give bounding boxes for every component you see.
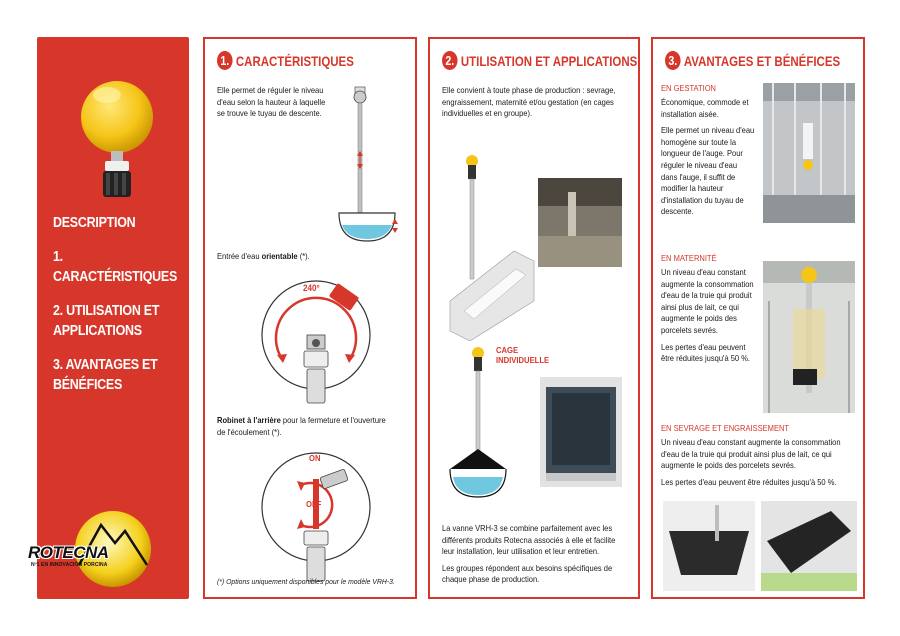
photo-sevrage-2	[761, 501, 857, 591]
panel1-text1: Elle permet de réguler le niveau d'eau selon la hauteur à laquelle se trouve le tuyau de descente.	[217, 85, 326, 119]
panel1-text2	[217, 251, 388, 263]
panel2-para1: La vanne VRH-3 se combine parfaitement avec les différents produits Rotecna associés à elle et facilite leur installation, leur utilisation et leur entretien.	[442, 523, 616, 557]
panel2-title	[442, 51, 637, 70]
sevrage-p2: Les pertes d'eau peuvent être réduites jusqu'à 50 %.	[661, 476, 837, 487]
gestation-p2: Elle permet un niveau d'eau homogène sur toute la longueur de l'auge. Pour réguler le niveau d'eau dans l'auge, il suffit de modifier la hauteur d'installation du tuyau de descente.	[661, 125, 755, 217]
off-label: OFF	[306, 499, 322, 509]
maternite-heading: EN MATERNITÉ	[661, 253, 717, 263]
sevrage-heading: EN SEVRAGE ET ENGRAISSEMENT	[661, 423, 790, 433]
logo-tagline: Nº1 EN INNOVACIÓN PORCINA	[31, 562, 108, 568]
photo-cage	[540, 377, 622, 487]
panel3-title-text: AVANTAGES ET BÉNÉFICES	[683, 52, 841, 69]
panel-utilisation	[428, 37, 640, 599]
logo-name: ROTECNA	[28, 543, 109, 562]
gestation-p1: Économique, commode et installation aisée.	[661, 97, 749, 119]
orientable-diagram	[257, 273, 375, 413]
text2-prefix: Entrée d'eau	[217, 251, 262, 261]
on-off-diagram	[257, 449, 375, 589]
sidebar	[37, 37, 189, 599]
panel-avantages	[651, 37, 865, 599]
panel1-title	[217, 51, 354, 70]
menu-item-avantages[interactable]: 3. AVANTAGES ET BÉNÉFICES	[53, 357, 158, 393]
trough-diagram	[444, 151, 538, 341]
panel2-title-text: UTILISATION ET APPLICATIONS	[460, 52, 638, 69]
photo-trough	[538, 178, 622, 267]
panel1-title-text: CARACTÉRISTIQUES	[235, 52, 354, 69]
text2-suffix: (*).	[297, 251, 310, 261]
maternite-p2: Les pertes d'eau peuvent être réduites jusqu'à 50 %.	[661, 341, 751, 364]
menu-item-utilisation[interactable]: 2. UTILISATION ET APPLICATIONS	[53, 303, 160, 339]
level-diagram	[335, 83, 401, 243]
panel1-text3	[217, 415, 393, 438]
valve-image	[81, 65, 153, 225]
gestation-text	[661, 97, 755, 223]
panel3-title	[665, 51, 840, 70]
sevrage-p1: Un niveau d'eau constant augmente la consommation d'eau de la truie qui produit ainsi plus de lait, ce qui augmente le poids des porcelets sevrés.	[661, 437, 841, 471]
maternite-p1: Un niveau d'eau constant augmente la consommation d'eau de la truie qui produit ainsi plus de lait, ce qui augmente le poids des porcelets sevrés.	[661, 267, 754, 335]
on-label: ON	[309, 453, 321, 463]
panel2-para2: Les groupes répondent aux besoins spécifiques de chaque phase de production.	[442, 562, 613, 585]
menu-item-description[interactable]: DESCRIPTION	[53, 215, 136, 231]
menu-item-caracteristiques[interactable]: 1. CARACTÉRISTIQUES	[53, 249, 178, 285]
panel2-intro: Elle convient à toute phase de production : sevrage, engraissement, maternité et/ou gestation (en cages individuelles et en groupe).	[442, 85, 616, 119]
text3-suffix: pour la fermeture et l'ouverture de l'écoulement (*).	[217, 415, 386, 437]
text3-bold: Robinet à l'arrière	[217, 415, 281, 425]
panel-caracteristiques	[203, 37, 417, 599]
sidebar-menu	[53, 213, 181, 409]
angle-label: 240°	[303, 283, 320, 293]
photo-maternite	[763, 261, 855, 413]
panel1-footnote: (*) Options uniquement disponibles pour le modèle VRH-3.	[217, 577, 395, 586]
sevrage-text	[661, 437, 841, 493]
panel2-body	[442, 523, 629, 591]
individual-diagram	[444, 343, 524, 503]
panel2-number: 2.	[442, 51, 458, 70]
panel3-number: 3.	[665, 51, 681, 70]
panel1-number: 1.	[217, 51, 233, 70]
photo-sevrage-1	[663, 501, 755, 591]
maternite-text	[661, 267, 755, 370]
text2-bold: orientable	[261, 251, 298, 261]
gestation-heading: EN GESTATION	[661, 83, 716, 93]
cage-label: CAGE INDIVIDUELLE	[496, 345, 550, 365]
photo-gestation	[763, 83, 855, 223]
